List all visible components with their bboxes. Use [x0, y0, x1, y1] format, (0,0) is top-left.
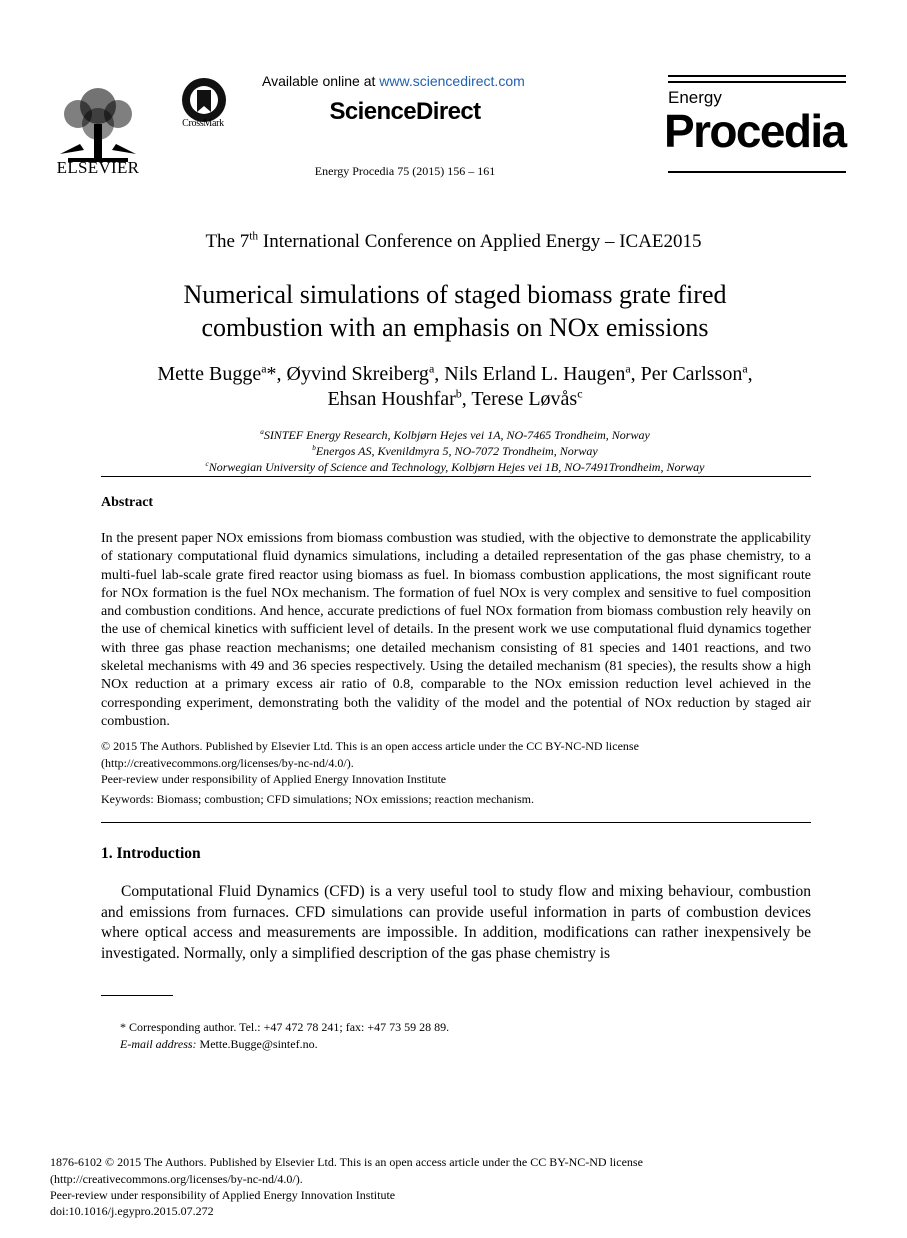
conference-pre: The 7: [205, 231, 250, 252]
sciencedirect-link[interactable]: www.sciencedirect.com: [379, 73, 525, 89]
abstract-top-rule: [101, 476, 811, 477]
affiliation-sup: a: [260, 428, 264, 436]
author-name: Terese Løvås: [471, 388, 578, 410]
journal-name-main: Procedia: [664, 105, 846, 157]
peer-review-line: Peer-review under responsibility of Applied Energy Innovation Institute: [101, 772, 447, 786]
abstract-heading: Abstract: [101, 495, 154, 510]
footnote-rule: [101, 995, 173, 996]
affiliation-sup: c: [205, 460, 209, 468]
conference-name: [0, 231, 907, 253]
journal-bottom-rule: [668, 171, 846, 173]
author-sup: a: [742, 361, 748, 376]
available-prefix: Available online at: [262, 73, 380, 89]
author-name: Per Carlsson: [640, 363, 743, 385]
journal-name-top: Energy: [668, 88, 722, 107]
affiliation-text: Norwegian University of Science and Technology, Kolbjørn Hejes vei 1B, NO-7491Trondheim, Norway: [208, 460, 705, 474]
affiliation-sup: b: [312, 444, 316, 452]
author-name: Ehsan Houshfar: [327, 388, 456, 410]
license-link[interactable]: (http://creativecommons.org/licenses/by-nc-nd/4.0/).: [101, 756, 354, 770]
author-sup: b: [455, 386, 462, 401]
author-suffix: ,: [747, 363, 753, 385]
affiliation-text: Energos AS, Kvenildmyra 5, NO-7072 Trondheim, Norway: [315, 444, 598, 458]
email-line: [120, 1036, 810, 1053]
paper-title: [100, 278, 810, 344]
author-suffix: ,: [630, 363, 641, 385]
author-sup: a: [625, 361, 631, 376]
abstract-bottom-rule: [101, 822, 811, 823]
title-line-1: Numerical simulations of staged biomass grate fired: [183, 280, 727, 309]
author-suffix: ,: [434, 363, 445, 385]
doi-line[interactable]: doi:10.1016/j.egypro.2015.07.272: [50, 1204, 214, 1218]
journal-top-rule: [668, 75, 846, 77]
author-suffix: *,: [266, 363, 287, 385]
title-line-2: combustion with an emphasis on NOx emissions: [201, 313, 709, 342]
affiliation-b: [100, 444, 810, 459]
conference-post: International Conference on Applied Energy – ICAE2015: [258, 231, 702, 252]
keywords-line: Keywords: Biomass; combustion; CFD simulations; NOx emissions; reaction mechanism.: [101, 792, 534, 806]
journal-top-rule-2: [668, 81, 846, 83]
issn-line: 1876-6102 © 2015 The Authors. Published by Elsevier Ltd. This is an open access article under the CC BY-NC-ND license: [50, 1155, 643, 1169]
bottom-license-link[interactable]: (http://creativecommons.org/licenses/by-nc-nd/4.0/).: [50, 1172, 303, 1186]
author-sup: a: [428, 361, 435, 376]
crossmark-label: CrossMark: [182, 118, 224, 129]
intro-text: Computational Fluid Dynamics (CFD) is a very useful tool to study flow and mixing behaviour, combustion and emissions from furnaces. CFD simulations can provide useful information in parts of combustion devices where optical access and measurements are impossible. In addition, modifications can rather inexpensively be investigated. Normally, only a simplified description of the gas phase chemistry is: [101, 883, 811, 962]
email-label: E-mail address:: [120, 1037, 197, 1051]
bottom-peer-review: Peer-review under responsibility of Applied Energy Innovation Institute: [50, 1188, 396, 1202]
sciencedirect-brand: ScienceDirect: [329, 98, 481, 125]
publisher-name: ELSEVIER: [56, 158, 140, 177]
conference-sup: th: [249, 230, 259, 243]
journal-citation: Energy Procedia 75 (2015) 156 – 161: [314, 164, 496, 178]
affiliation-c: [100, 460, 810, 475]
author-suffix: ,: [461, 388, 472, 410]
abstract-text: In the present paper NOx emissions from biomass combustion was studied, with the objective to demonstrate the applicability of stationary computational fluid dynamics simulations, including a detailed representation of the gas phase chemistry, to a multi-fuel lab-scale grate fired reactor using biomass as fuel. In biomass combustion applications, the most significant route for NOx formation is the fuel NOx mechanism. The formation of fuel NOx is very complex and sensitive to fuel composition and combustion conditions. And hence, accurate predictions of fuel NOx formation from biomass combustion rely heavily on the use of chemical kinetics with sufficient level of details. In the present work we use computational fluid dynamics together with three gas phase reaction mechanisms; one detailed mechanism consisting of 81 species and 1401 reactions, and two skeletal mechanisms with 49 and 36 species respectively. Using the detailed mechanism (81 species), the results show a high NOx reduction at a primary excess air ratio of 0.8, comparable to the NOx emission reduction level achieved in the corresponding experiment, demonstrating both the validity of the model and the potential of NOx reduction by staged air combustion.: [101, 531, 811, 729]
author-name: Mette Bugge: [157, 363, 262, 385]
affiliation-a: [100, 428, 810, 443]
author-list: [100, 362, 810, 412]
email-address[interactable]: Mette.Bugge@sintef.no.: [196, 1037, 318, 1051]
corresponding-author: * Corresponding author. Tel.: +47 472 78 241; fax: +47 73 59 28 89.: [120, 1020, 450, 1034]
author-name: Nils Erland L. Haugen: [444, 363, 626, 385]
copyright-line: © 2015 The Authors. Published by Elsevier Ltd. This is an open access article under the CC BY-NC-ND license: [101, 739, 639, 753]
author-sup: a: [261, 361, 267, 376]
section-heading: 1. Introduction: [101, 845, 201, 862]
author-name: Øyvind Skreiberg: [286, 363, 429, 385]
affiliation-text: SINTEF Energy Research, Kolbjørn Hejes vei 1A, NO-7465 Trondheim, Norway: [263, 428, 650, 442]
author-sup: c: [577, 386, 583, 401]
available-online: [262, 73, 552, 89]
